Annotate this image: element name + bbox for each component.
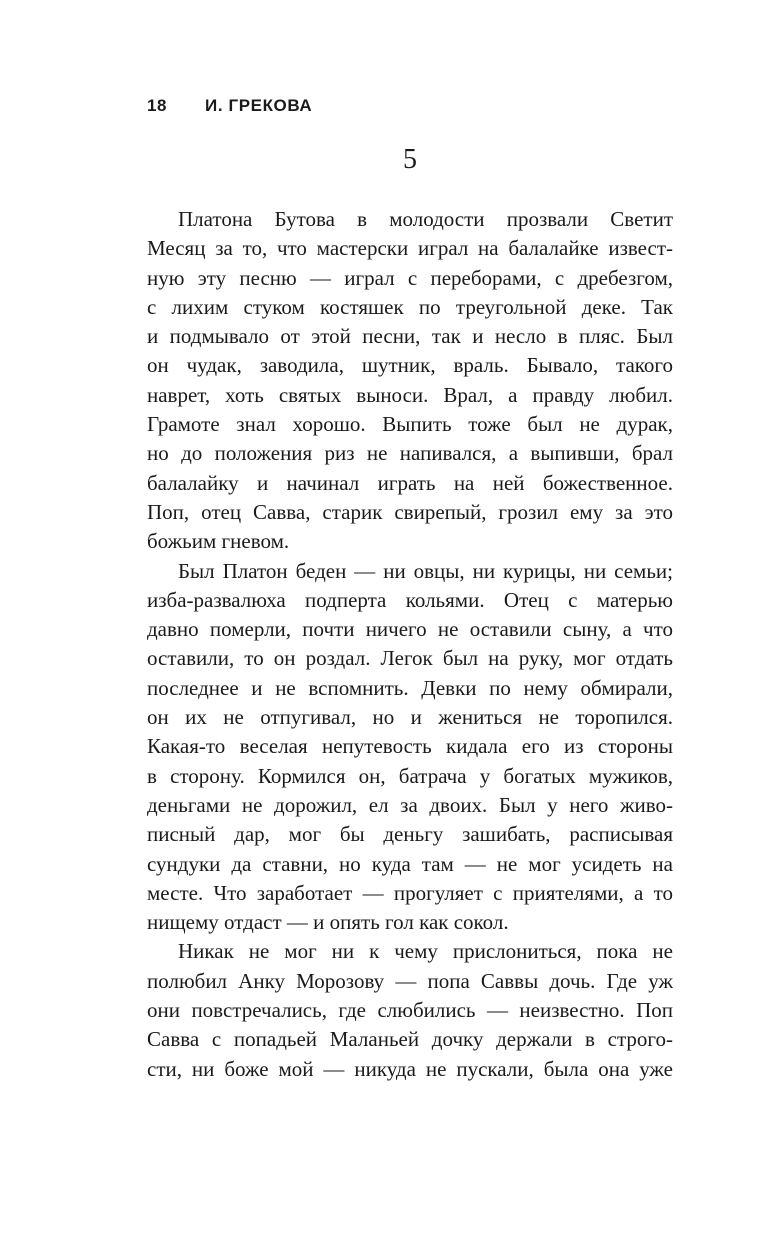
text-line: в сторону. Кормился он, батрача у богатых мужиков, bbox=[147, 763, 673, 788]
text-line: деньгами не дорожил, ел за двоих. Был у него живо- bbox=[147, 792, 673, 817]
author-name: И. ГРЕКОВА bbox=[205, 96, 313, 115]
text-line: и подмывало от этой песни, так и несло в пляс. Был bbox=[147, 324, 673, 349]
text-line: он их не отпугивал, но и жениться не торопился. bbox=[147, 705, 673, 730]
text-line: Какая-то веселая непутевость кидала его из стороны bbox=[147, 734, 673, 759]
paragraph bbox=[147, 205, 673, 557]
text-line: но до положения риз не напивался, а выпивши, брал bbox=[147, 441, 673, 466]
text-line: балалайку и начинал играть на ней божественное. bbox=[147, 470, 673, 495]
text-line: Савва с попадьей Маланьей дочку держали в строго- bbox=[147, 1027, 673, 1052]
text-line: наврет, хоть святых выноси. Врал, а правду любил. bbox=[147, 382, 673, 407]
text-line: с лихим стуком костяшек по треугольной деке. Так bbox=[147, 294, 673, 319]
text-line: Платона Бутова в молодости прозвали Светит bbox=[178, 207, 673, 231]
text-line: он чудак, заводила, шутник, враль. Бывало, такого bbox=[147, 353, 673, 378]
text-line: сундуки да ставни, но куда там — не мог усидеть на bbox=[147, 851, 673, 876]
text-line: полюбил Анку Морозову — попа Саввы дочь. Где уж bbox=[147, 968, 673, 993]
paragraph bbox=[147, 937, 673, 1083]
text-line: Поп, отец Савва, старик свирепый, грозил ему за это bbox=[147, 499, 673, 524]
paragraph bbox=[147, 557, 673, 938]
text-line: последнее и не вспомнить. Девки по нему обмирали, bbox=[147, 675, 673, 700]
text-line: месте. Что заработает — прогуляет с приятелями, а то bbox=[147, 880, 673, 905]
text-line: Был Платон беден — ни овцы, ни курицы, ни семьи; bbox=[178, 558, 673, 583]
text-line: они повстречались, где слюбились — неизвестно. Поп bbox=[147, 998, 673, 1023]
running-head bbox=[147, 96, 312, 116]
body-text bbox=[147, 205, 673, 1084]
text-line: нищему отдаст — и опять гол как сокол. bbox=[147, 910, 509, 935]
chapter-number: 5 bbox=[403, 144, 417, 175]
text-line: божьим гневом. bbox=[147, 529, 290, 554]
text-line: Никак не мог ни к чему прислониться, пока не bbox=[178, 939, 673, 964]
text-line: изба-развалюха подперта кольями. Отец с матерью bbox=[147, 587, 673, 612]
text-line: оставили, то он роздал. Легок был на руку, мог отдать bbox=[147, 646, 673, 671]
text-line: сти, ни боже мой — никуда не пускали, была она уже bbox=[147, 1056, 673, 1081]
text-line: писный дар, мог бы деньгу зашибать, расписывая bbox=[147, 822, 673, 847]
text-line: ную эту песню — играл с переборами, с дребезгом, bbox=[147, 265, 673, 290]
page-number: 18 bbox=[147, 96, 168, 115]
text-line: Грамоте знал хорошо. Выпить тоже был не дурак, bbox=[147, 412, 673, 437]
text-line: давно померли, почти ничего не оставили сыну, а что bbox=[147, 617, 673, 642]
text-line: Месяц за то, что мастерски играл на балалайке извест- bbox=[147, 236, 673, 261]
